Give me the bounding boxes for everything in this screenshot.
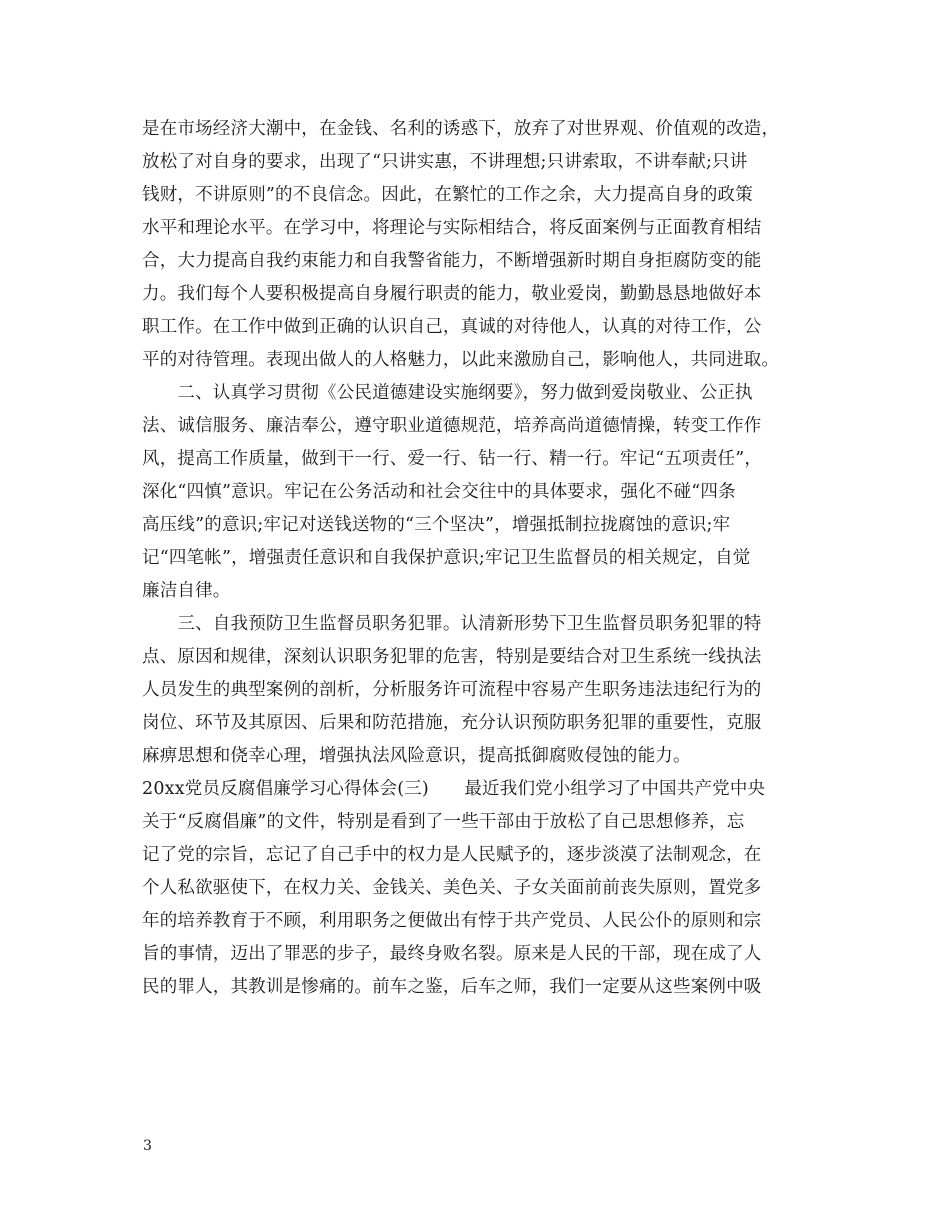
section-three-first-line: 三、自我预防卫生监督员职务犯罪。认清新形势下卫生监督员职务犯罪的特	[142, 614, 762, 634]
body-text-line: 岗位、环节及其原因、后果和防范措施，充分认识预防职务犯罪的重要性，克服	[142, 713, 762, 733]
body-text-line: 力。我们每个人要积极提高自身履行职责的能力，敬业爱岗，勤勤恳恳地做好本	[142, 284, 762, 304]
body-text-line: 记“四笔帐”，增强责任意识和自我保护意识;牢记卫生监督员的相关规定，自觉	[142, 548, 751, 568]
body-text-line: 旨的事情，迈出了罪恶的步子，最终身败名裂。原来是人民的干部，现在成了人	[142, 944, 762, 964]
body-text-line: 深化“四慎”意识。牢记在公务活动和社会交往中的具体要求，强化不碰“四条	[142, 482, 736, 502]
body-text-line: 关于“反腐倡廉”的文件，特别是看到了一些干部由于放松了自己思想修养，忘	[142, 812, 745, 832]
body-text-line: 法、诚信服务、廉洁奉公，遵守职业道德规范，培养高尚道德情操，转变工作作	[142, 416, 762, 436]
body-text-line: 水平和理论水平。在学习中，将理论与实际相结合，将反面案例与正面教育相结	[142, 218, 762, 238]
body-text-line: 职工作。在工作中做到正确的认识自己，真诚的对待他人，认真的对待工作，公	[142, 317, 762, 337]
body-text-line: 廉洁自律。	[142, 581, 231, 601]
page-number: 3	[143, 1138, 152, 1154]
body-text-line: 风，提高工作质量，做到干一行、爱一行、钻一行、精一行。牢记“五项责任”，	[142, 449, 763, 469]
body-text-line: 是在市场经济大潮中，在金钱、名利的诱惑下，放弃了对世界观、价值观的改造，	[142, 119, 780, 139]
body-text-line: 合，大力提高自我约束能力和自我警省能力，不断增强新时期自身拒腐防变的能	[142, 251, 762, 271]
body-text-line: 人员发生的典型案例的剖析，分析服务许可流程中容易产生职务违法违纪行为的	[142, 680, 762, 700]
body-text-line: 年的培养教育于不顾，利用职务之便做出有悖于共产党员、人民公仆的原则和宗	[142, 911, 762, 931]
body-text-line: 平的对待管理。表现出做人的人格魅力，以此来激励自己，影响他人，共同进取。	[142, 350, 780, 370]
body-text-line: 民的罪人，其教训是惨痛的。前车之鉴，后车之师，我们一定要从这些案例中吸	[142, 977, 762, 997]
section-two-first-line: 二、认真学习贯彻《公民道德建设实施纲要》，努力做到爱岗敬业、公正执	[142, 383, 753, 403]
body-text-line: 点、原因和规律，深刻认识职务犯罪的危害，特别是要结合对卫生系统一线执法	[142, 647, 762, 667]
body-text-line: 记了党的宗旨，忘记了自己手中的权力是人民赋予的，逐步淡漠了法制观念，在	[142, 845, 762, 865]
article-heading-line: 20xx党员反腐倡廉学习心得体会(三) 最近我们党小组学习了中国共产党中央	[142, 779, 766, 799]
body-text-line: 放松了对自身的要求，出现了“只讲实惠，不讲理想;只讲索取，不讲奉献;只讲	[142, 152, 748, 172]
body-text-line: 麻痹思想和侥幸心理，增强执法风险意识，提高抵御腐败侵蚀的能力。	[142, 746, 691, 766]
body-text-line: 高压线”的意识;牢记对送钱送物的“三个坚决”，增强抵制拉拢腐蚀的意识;牢	[142, 515, 731, 535]
body-text-line: 钱财，不讲原则”的不良信念。因此，在繁忙的工作之余，大力提高自身的政策	[142, 185, 753, 205]
body-text-line: 个人私欲驱使下，在权力关、金钱关、美色关、子女关面前前丧失原则，置党多	[142, 878, 762, 898]
